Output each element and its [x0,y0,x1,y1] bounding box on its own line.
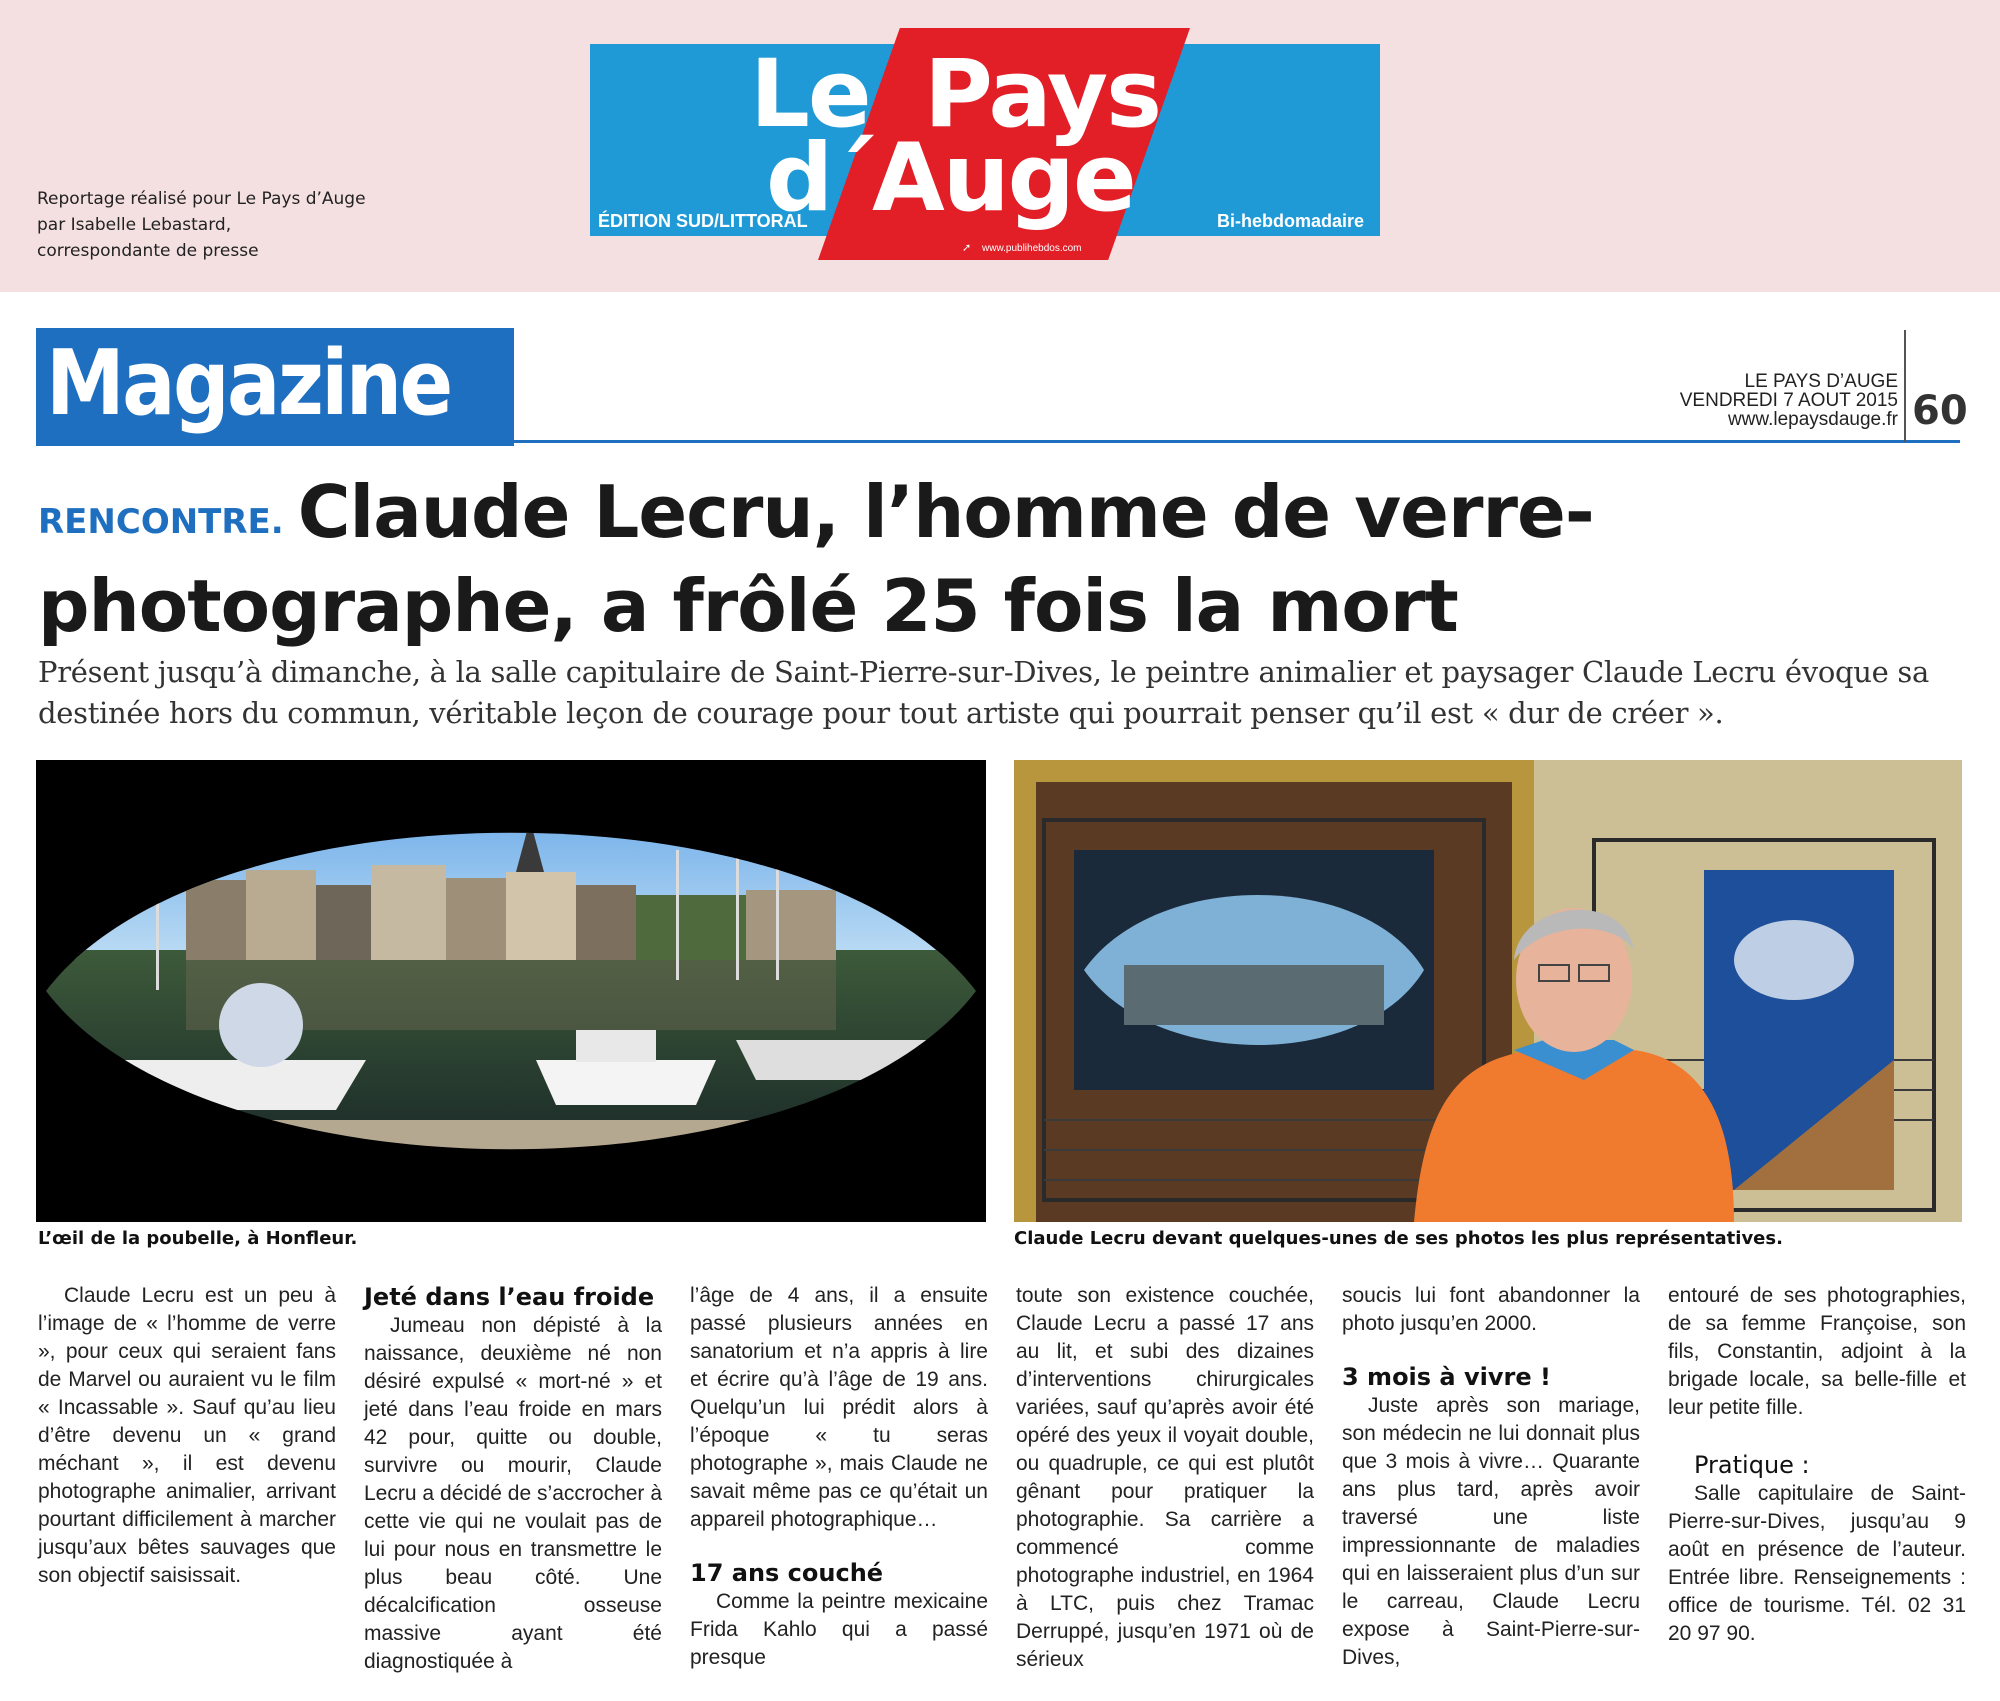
subheading: 3 mois à vivre ! [1342,1363,1551,1391]
paragraph: Jumeau non dépisté à la naissance, deuxième né non désiré expulsé « mort-né » et jeté dans l’eau froide en mars 42 pour, quitte ou double, survivre ou mourir, Claude Lecru a décidé de s’accrocher à cette vie qui ne voulait pas de lui pour nous en transmettre le plus beau côté. Une décalcification osseuse massive ayant été diagnostiquée à [364,1314,662,1673]
harbor-illustration [36,760,986,1222]
page-number: 60 [1912,388,1968,434]
paragraph: toute son existence couchée, Claude Lecru a passé 17 ans au lit, et subi des dizaines d’interventions chirurgicales variées, sauf qu’après avoir été opéré des yeux il voyait double, ou quadruple, ce qui est plutôt gênant pour pratiquer la photographie. Sa carrière a commencé comme photographe industriel, en 1964 à LTC, puis chez Tramac Derruppé, jusqu’en 1971 où de sérieux [1016,1284,1314,1671]
reportage-credit [37,186,366,264]
photo-claude-lecru [1014,760,1962,1222]
logo-word-auge: Auge [872,124,1135,233]
paragraph: Comme la peintre mexicaine Frida Kahlo qui a passé presque [690,1590,988,1669]
photo-caption-right: Claude Lecru devant quelques-unes de ses photos les plus représentatives. [1014,1228,1783,1249]
subheading: Jeté dans l’eau froide [364,1283,655,1311]
arrow-icon: ➚ [962,242,972,254]
masthead-rule [36,440,1960,443]
paragraph: soucis lui font abandonner la photo jusqu’en 2000. [1342,1284,1640,1335]
paragraph: Juste après son mariage, son médecin ne lui donnait plus que 3 mois à vivre… Quarante ans plus tard, après avoir traversé une liste impressionnante de maladies qui en laisseraient plus d’un sur le carreau, Claude Lecru expose à Saint-Pierre-sur-Dives, [1342,1394,1640,1669]
credit-line: Reportage réalisé pour Le Pays d’Auge [37,189,366,209]
credit-line: par Isabelle Lebastard, [37,215,232,235]
paper-name: LE PAYS D’AUGE [1744,371,1898,392]
article-column-3 [690,1282,988,1672]
logo-edition: ÉDITION SUD/LITTORAL [598,211,808,231]
article-lead: Présent jusqu’à dimanche, à la salle capitulaire de Saint-Pierre-sur-Dives, le peintre animalier et paysager Claude Lecru évoque sa destinée hors du commun, véritable leçon de courage pour tout artiste qui pourrait penser qu’il est « dur de créer ». [38,655,1929,730]
logo-url: www.publihebdos.com [982,243,1082,254]
practical-info-label: Pratique : [1694,1451,1810,1479]
logo-word-pays: Pays [924,40,1161,149]
section-title: Magazine [46,331,451,436]
issue-date: VENDREDI 7 AOUT 2015 [1679,390,1898,411]
article-column-6 [1668,1282,1966,1648]
practical-info: Salle capitulaire de Saint-Pierre-sur-Dives, jusqu’au 9 août en présence de l’auteur. Entrée libre. Renseignements : office de tourisme. Tél. 02 31 20 97 90. [1668,1482,1966,1645]
publication-info [1680,372,1898,429]
logo-frequency: Bi-hebdomadaire [1216,211,1364,231]
paragraph: l’âge de 4 ans, il a ensuite passé plusieurs années en sanatorium et n’a appris à lire et écrire qu’à l’âge de 19 ans. Quelqu’un lui prédit alors à l’époque « tu seras photographe », mais Claude ne savait même pas ce qu’était un appareil photographique… [690,1284,988,1531]
photo-caption-left: L’œil de la poubelle, à Honfleur. [38,1228,358,1249]
article-column-4 [1016,1282,1314,1674]
paragraph: entouré de ses photographies, de sa femme Françoise, son fils, Constantin, adjoint à la brigade locale, sa belle-fille et leur petite fille. [1668,1284,1966,1419]
credit-line: correspondante de presse [37,241,259,261]
page-number-divider [1904,330,1906,442]
article-headline: Claude Lecru, l’homme de verre-photographe, a frôlé 25 fois la mort [38,470,1594,648]
article-headline-block [38,470,1958,648]
top-banner [0,0,2000,292]
section-title-box [36,328,514,446]
article-column-5 [1342,1282,1640,1672]
paragraph: Claude Lecru est un peu à l’image de « l’homme de verre », pour ceux qui seraient fans de Marvel ou auraient vu le film « Incassable ». Sauf qu’au lieu d’être devenu un « grand méchant », il est devenu photographe animalier, arrivant pourtant difficilement à marcher jusqu’aux bêtes sauvages que son objectif saisissait. [38,1284,336,1587]
article-column-1 [38,1282,336,1590]
photo-honfleur-harbor [36,760,986,1222]
newspaper-logo [590,28,1380,260]
article-kicker: RENCONTRE. [38,502,284,542]
paper-website: www.lepaysdauge.fr [1727,409,1898,430]
subheading: 17 ans couché [690,1559,884,1587]
portrait-illustration [1014,760,1962,1222]
logo-word-le: Le [750,40,870,149]
article-column-2 [364,1282,662,1676]
logo-word-d: d´ [766,124,877,233]
